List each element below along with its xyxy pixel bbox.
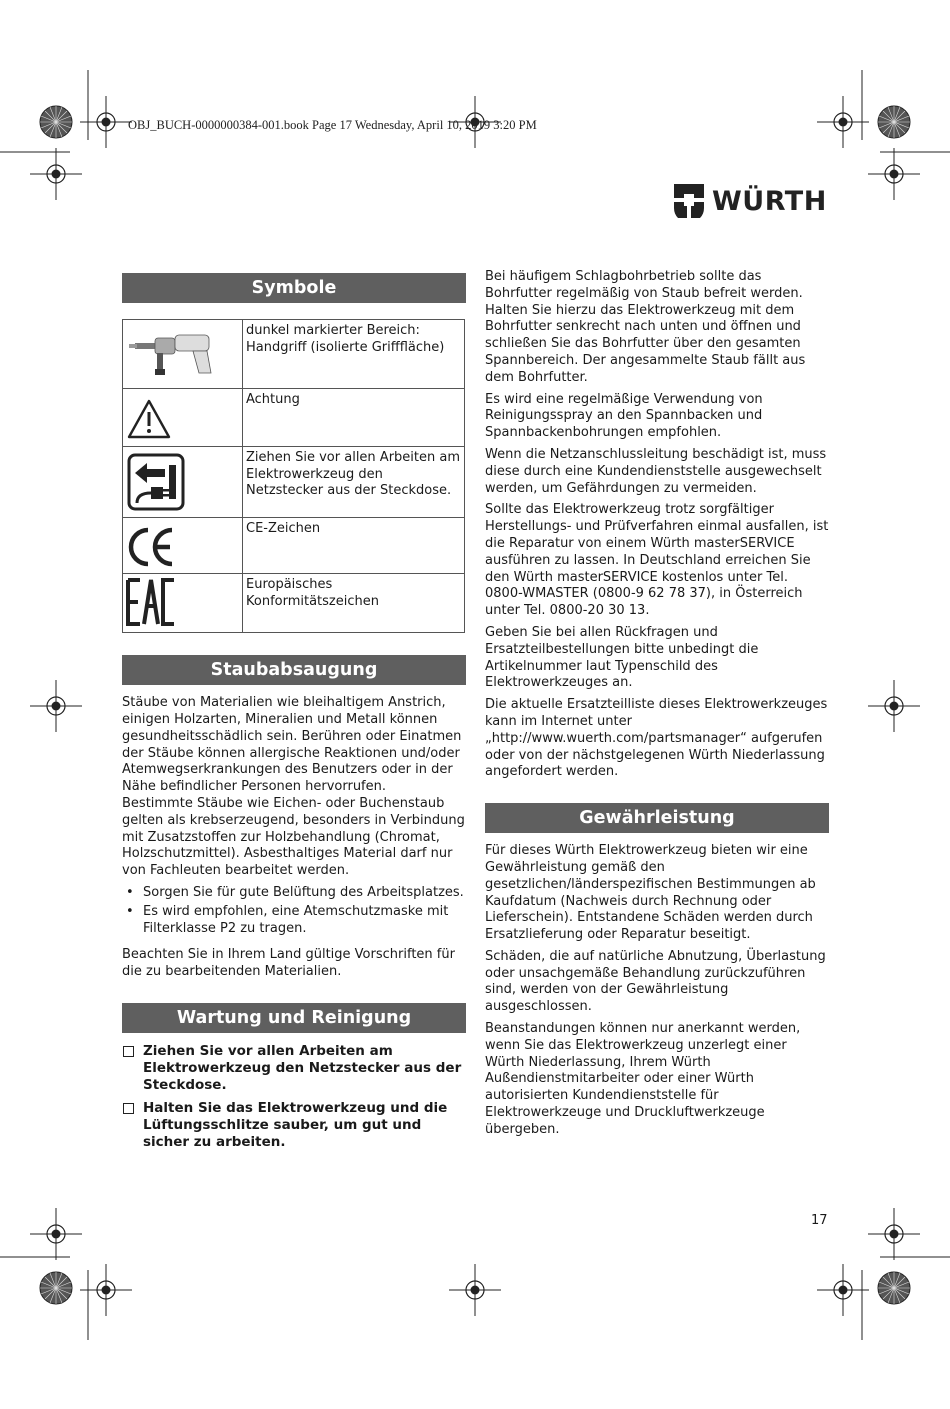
- section-heading-gewaehrleistung: Gewährleistung: [485, 803, 829, 833]
- maintenance-paragraph: Bei häufigem Schlagbohrbetrieb sollte das Bohrfutter regelmäßig von Staub befreit werden. Halten Sie hierzu das Elektrowerkzeug mit dem Bohrfutter senkrecht nach unten und öffnen und schließen Sie das Bohrfutter über den gesamten Spannbereich. Der angesammelte Staub fällt aus dem Bohrfutter.: [485, 269, 806, 385]
- checkbox-icon: [123, 1046, 134, 1057]
- wuerth-logo-icon: [674, 184, 704, 218]
- page-number: 17: [811, 1213, 828, 1228]
- staub-paragraph: Bestimmte Stäube wie Eichen- oder Buchenstaub gelten als krebserzeugend, besonders in Verbindung mit Zusatzstoffen zur Holzbehandlung (Chromat, Holzschutzmittel). Asbesthaltiges Material darf nur von Fachleuten bearbeitet werden.: [122, 795, 465, 879]
- left-column: [122, 273, 466, 1157]
- symbol-row: [123, 388, 465, 446]
- symbol-row: [123, 446, 465, 517]
- symbol-text: CE-Zeichen: [243, 517, 465, 574]
- wuerth-logo: [674, 184, 827, 218]
- section-heading-symbole: Symbole: [122, 273, 466, 303]
- warranty-paragraph: Beanstandungen können nur anerkannt werden, wenn Sie das Elektrowerkzeug unzerlegt einer Würth Niederlassung, Ihrem Würth Außendienstmitarbeiter oder einer Würth autorisierten Kundendienststelle für Elektrowerkzeuge und Druckluftwerkzeuge übergeben.: [485, 1021, 801, 1137]
- section-heading-staubabsaugung: Staubabsaugung: [122, 655, 466, 685]
- gewaehr-body: [485, 843, 829, 1139]
- maintenance-paragraph: Wenn die Netzanschlussleitung beschädigt ist, muss diese durch eine Kundendienststelle ausgewechselt werden, um Gefährdungen zu vermeiden.: [485, 446, 827, 496]
- symbol-row: [123, 574, 465, 633]
- symbol-icon-cell: [123, 320, 243, 389]
- maintenance-paragraph: Die aktuelle Ersatzteilliste dieses Elektrowerkzeuges kann im Internet unter „http://www.wuerth.com/partsmanager“ aufgerufen oder von der nächstgelegenen Würth Niederlassung angefordert werden.: [485, 697, 828, 780]
- wartung-list: [122, 1043, 466, 1151]
- staub-bullet-list: [122, 885, 466, 937]
- symbol-text: Ziehen Sie vor allen Arbeiten am Elektrowerkzeug den Netzstecker aus der Steckdose.: [243, 446, 465, 517]
- symbol-row: [123, 517, 465, 574]
- staub-paragraph: Stäube von Materialien wie bleihaltigem Anstrich, einigen Holzarten, Mineralien und Metall können gesundheitsschädlich sein. Berühren oder Einatmen der Stäube können allergische Reaktionen und/oder Atemwegserkrankungen des Benutzers oder in der Nähe befindlicher Personen hervorrufen.: [122, 695, 462, 795]
- symbol-text: Europäisches Konformitätszeichen: [243, 574, 465, 633]
- staub-paragraph: Beachten Sie in Ihrem Land gültige Vorschriften für die zu bearbeitenden Materialien.: [122, 947, 455, 980]
- staub-body: [122, 695, 466, 981]
- symbol-text: dunkel markierter Bereich: Handgriff (isolierte Grifffläche): [243, 320, 465, 389]
- maintenance-paragraph: Es wird eine regelmäßige Verwendung von Reinigungsspray an den Spannbacken und Spannbackenbohrungen empfohlen.: [485, 391, 763, 441]
- list-item: [122, 1100, 466, 1151]
- maintenance-paragraph: Sollte das Elektrowerkzeug trotz sorgfältiger Herstellungs- und Prüfverfahren einmal ausfallen, ist die Reparatur von einem Würth masterSERVICE ausführen zu lassen. In Deutschland erreichen Sie den Würth masterSERVICE kostenlos unter Tel. 0800-WMASTER (0800-9 62 78 37), in Österreich unter Tel. 0800-20 30 13.: [485, 502, 829, 619]
- warning-triangle-icon: [127, 399, 171, 439]
- eac-mark-icon: [126, 578, 176, 626]
- symbol-row: [123, 320, 465, 389]
- print-header: OBJ_BUCH-0000000384-001.book Page 17 Wednesday, April 10, 2019 3:20 PM: [128, 118, 537, 132]
- warranty-paragraph: Für dieses Würth Elektrowerkzeug bieten wir eine Gewährleistung gemäß den gesetzlichen/länderspezifischen Bestimmungen ab Kaufdatum (Nachweis durch Rechnung oder Lieferschein). Entstandene Schäden werden durch Ersatzlieferung oder Reparatur beseitigt.: [485, 843, 816, 943]
- list-item: [122, 1043, 466, 1094]
- symbol-text: Achtung: [243, 388, 465, 446]
- wartung-item-text: Ziehen Sie vor allen Arbeiten am Elektrowerkzeug den Netzstecker aus der Steckdose.: [143, 1042, 462, 1093]
- unplug-icon: [127, 453, 185, 511]
- list-item: • Sorgen Sie für gute Belüftung des Arbeitsplatzes.: [122, 885, 466, 902]
- ce-mark-icon: [126, 526, 176, 568]
- warranty-paragraph: Schäden, die auf natürliche Abnutzung, Überlastung oder unsachgemäße Behandlung zurückzuführen sind, werden von der Gewährleistung ausgeschlossen.: [485, 948, 826, 1015]
- wartung-item-text: Halten Sie das Elektrowerkzeug und die Lüftungsschlitze sauber, um gut und sicher zu arbeiten.: [143, 1099, 448, 1150]
- section-heading-wartung: Wartung und Reinigung: [122, 1003, 466, 1033]
- symbol-table: [122, 319, 465, 633]
- power-drill-icon: [127, 323, 237, 379]
- right-column: [485, 269, 829, 1144]
- checkbox-icon: [123, 1103, 134, 1114]
- wuerth-logo-text: WÜRTH: [712, 185, 827, 217]
- list-item: • Es wird empfohlen, eine Atemschutzmaske mit Filterklasse P2 zu tragen.: [122, 904, 466, 938]
- maintenance-paragraph: Geben Sie bei allen Rückfragen und Ersatzteilbestellungen bitte unbedingt die Artikelnummer laut Typenschild des Elektrowerkzeuges an.: [485, 624, 759, 691]
